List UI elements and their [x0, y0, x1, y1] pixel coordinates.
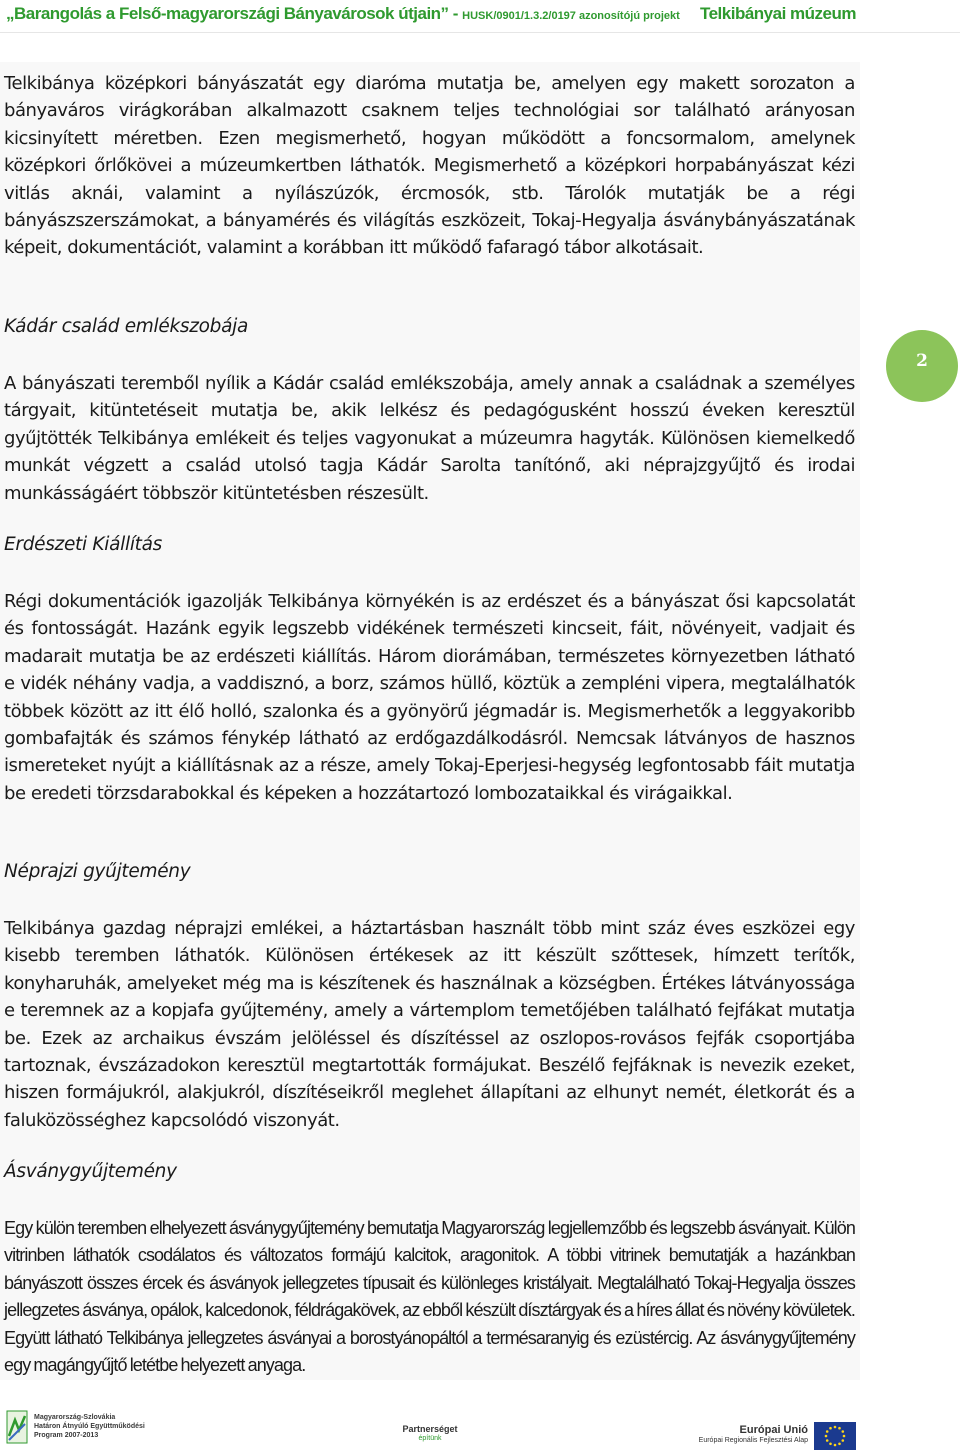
eu-fund-name: Európai Regionális Fejlesztési Alap	[698, 1437, 808, 1444]
partnership-logo	[398, 1424, 462, 1444]
kadar-section-title: Kádár család emlékszobája	[4, 316, 248, 337]
museum-title: Telkibányai múzeum	[699, 4, 856, 23]
eu-text	[690, 1424, 808, 1445]
erdeszeti-paragraph: Régi dokumentációk igazolják Telkibánya környékén is az erdészet és a bányászat ősi kapcsolatát és fontosságát. Hazánk egyik legszebb vidékének természeti kincseit, fáit, növényeit, vadjait és madarait mutatja be az erdészeti kiállítás. Három diorámában, természetes környezetben látható e vidék néhány vadja, a vaddisznó, a borz, számos hüllő, köztük a zempléni vipera, megtalálhatók többek között az itt élő holló, szalonka és a gyönyörű jégmadár is. Megismerhetők a leggyakoribb gombafajták és számos fénykép látható az erdőgazdálkodásról. Nemcsak látványos de hasznos ismereteket nyújt a kiállításnak az a része, amely Tokaj-Eperjesi-hegység legfontosabb fáit mutatja be eredeti törzsdarabokkal és képeken a hozzátartozó lombozataikkal és virágaikkal.	[4, 591, 855, 804]
project-title-text: „Barangolás a Felső-magyarországi Bányavárosok útjain” -	[6, 4, 463, 23]
program-logo-text	[34, 1413, 145, 1440]
hu-sk-program-logo	[6, 1410, 146, 1448]
project-title	[6, 4, 680, 24]
kadar-paragraph: A bányászati teremből nyílik a Kádár család emlékszobája, amely annak a családnak a személyes tárgyait, kitüntetéseit mutatja be, akik lelkész és pedagógusként hosszú éveken keresztül gyűjtötték Telkibánya emlékeit és teljes vagyonukat a múzeumra hagyták. Különösen kiemelkedő munkát végzett a család utolsó tagja Kádár Sarolta tanítónő, aki néprajzgyűjtő és irodai munkásságáért többször kitüntetésben részesült.	[4, 373, 855, 504]
program-emblem-icon	[6, 1410, 28, 1444]
asvany-section-title: Ásványgyűjtemény	[4, 1161, 177, 1182]
partnership-subtitle: építünk	[418, 1435, 442, 1442]
page-footer	[0, 1400, 960, 1450]
erdeszeti-section-title: Erdészeti Kiállítás	[4, 534, 162, 555]
partnership-title: Partnerséget	[402, 1424, 458, 1434]
program-logo-line: Határon Átnyúló Együttműködési	[34, 1423, 145, 1430]
page-header	[0, 0, 960, 34]
content-area	[0, 62, 860, 1380]
program-logo-line: Program 2007-2013	[34, 1432, 99, 1439]
asvany-paragraph: Egy külön teremben elhelyezett ásványgyűjtemény bemutatja Magyarország legjellemzőbb és legszebb ásványait. Külön vitrinben láthatók csodálatos és változatos formájú kalcitok, aragonitok. A többi vitrinek bemutatják a hazánkban bányászott összes ércek és ásványok jellegzetes típusait és különleges kristályait. Megtalálható Tokaj-Hegyalja összes jellegzetes ásványa, opálok, kalcedonok, féldrágakövek, az ebből készült dísztárgyak és a híres állat és növény kövületek. Együtt látható Telkibánya jellegzetes ásványai a borostyánopáltól a termésaranyig és ezüstércig. Az ásványgyűjtemény egy magángyűjtő letétbe helyezett anyaga.	[4, 1218, 855, 1376]
neprajzi-paragraph: Telkibánya gazdag néprajzi emlékei, a háztartásban használt több mint száz éves eszközei egy kisebb teremben láthatók. Különösen értékesek az itt készült szőttesek, hímzett terítők, konyharuhák, amelyeket még ma is készítenek és használnak a községben. Értékes látványossága e teremnek az a kopjafa gyűjtemény, amely a vártemplom temetőjében található fejfákat mutatja be. Ezek az archaikus évszám jelöléssel és díszítéssel az oszlopos-rovásos fejfák csoportjába tartoznak, évszázadokon keresztül megtartották formájukat. Beszélő fejfáknak is nevezik ezeket, hiszen formájukról, alakjukról, díszítéseikről meglehet állapítani az elhunyt nemét, életkorát és a faluközösséghez kapcsolódó viszonyát.	[4, 918, 855, 1131]
intro-paragraph: Telkibánya középkori bányászatát egy diaróma mutatja be, amelyen egy makett sorozaton a bányaváros virágkorában alkalmazott csaknem teljes technológiai sor található arányosan kicsinyített méretben. Ezen megismerhető, hogyan működött a foncsormalom, amelynek középkori őrlőkövei a múzeumkertben láthatók. Megismerhető a középkori horpabányászat kézi vitlás aknái, valamint a nyílászúzók, ércmosók, stb. Tárolók mutatják be a régi bányászszerszámokat, a bányamérés és világítás eszközeit, Tokaj-Hegyalja ásványbányászatának képeit, dokumentációt, valamint a korábban itt működő fafaragó tábor alkotásait.	[4, 73, 855, 259]
page-number-badge: 2	[886, 330, 958, 402]
project-code: HUSK/0901/1.3.2/0197 azonosítójú projekt	[462, 10, 680, 22]
eu-flag-icon	[814, 1422, 856, 1450]
eu-title: Európai Unió	[739, 1424, 808, 1436]
neprajzi-section-title: Néprajzi gyűjtemény	[4, 861, 191, 882]
header-divider	[0, 32, 960, 33]
program-logo-line: Magyarország-Szlovákia	[34, 1414, 116, 1421]
